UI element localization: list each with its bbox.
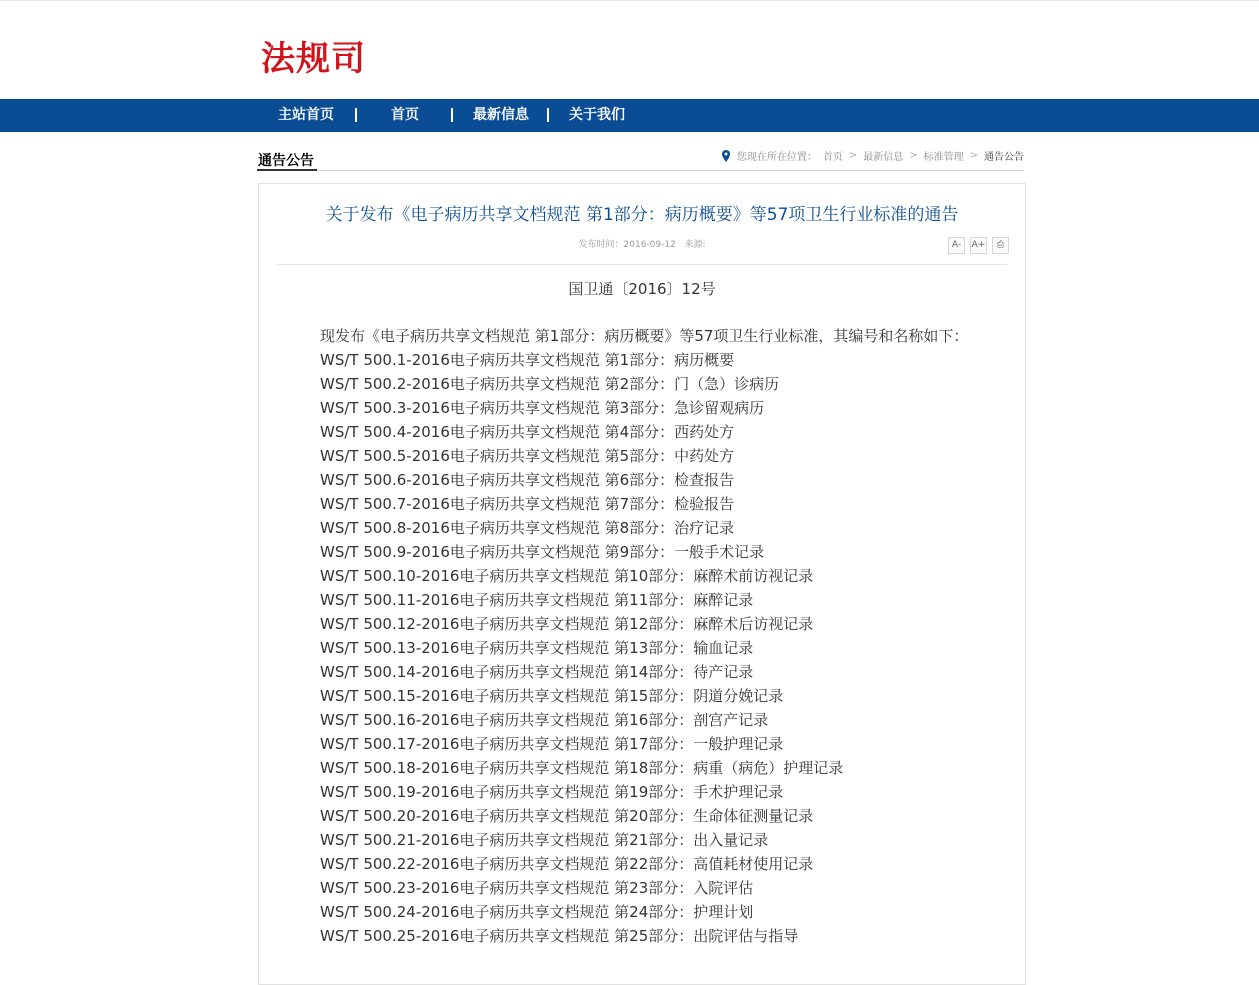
nav-item-main-home[interactable]: 主站首页: [278, 107, 334, 123]
article-panel: [258, 183, 1026, 985]
breadcrumb: [721, 148, 1024, 163]
standard-item: WS/T 500.13-2016电子病历共享文档规范 第13部分：输血记录: [320, 639, 754, 657]
standard-item: WS/T 500.7-2016电子病历共享文档规范 第7部分：检验报告: [320, 495, 735, 513]
standard-item: WS/T 500.14-2016电子病历共享文档规范 第14部分：待产记录: [320, 663, 754, 681]
article-title: 关于发布《电子病历共享文档规范 第1部分：病历概要》等57项卫生行业标准的通告: [325, 205, 959, 225]
section-title-underline: [257, 169, 317, 171]
breadcrumb-item-standards[interactable]: 标准管理: [923, 152, 964, 163]
main-nav: [0, 99, 1259, 132]
article-divider: [277, 264, 1007, 265]
standard-item: WS/T 500.20-2016电子病历共享文档规范 第20部分：生命体征测量记录: [320, 807, 814, 825]
standard-item: WS/T 500.21-2016电子病历共享文档规范 第21部分：出入量记录: [320, 831, 769, 849]
standard-item: WS/T 500.8-2016电子病历共享文档规范 第8部分：治疗记录: [320, 519, 735, 537]
document-number: 国卫通〔2016〕12号: [568, 280, 716, 298]
nav-separator: [451, 108, 453, 122]
breadcrumb-separator: >: [909, 150, 918, 161]
section-title: 通告公告: [258, 153, 314, 169]
standard-item: WS/T 500.6-2016电子病历共享文档规范 第6部分：检查报告: [320, 471, 735, 489]
publish-date: 2016-09-12: [623, 240, 676, 250]
article-meta: [259, 237, 1025, 250]
standard-item: WS/T 500.11-2016电子病历共享文档规范 第11部分：麻醉记录: [320, 591, 754, 609]
breadcrumb-prefix: 您现在所在位置：: [736, 152, 817, 163]
standard-item: WS/T 500.4-2016电子病历共享文档规范 第4部分：西药处方: [320, 423, 735, 441]
location-pin-icon: [721, 150, 731, 162]
standard-item: WS/T 500.15-2016电子病历共享文档规范 第15部分：阴道分娩记录: [320, 687, 784, 705]
nav-separator: [355, 108, 357, 122]
nav-item-latest[interactable]: 最新信息: [473, 107, 529, 123]
article-body: [289, 324, 1001, 948]
section-divider: [257, 170, 1024, 171]
font-smaller-button[interactable]: A-: [948, 237, 965, 254]
standard-item: WS/T 500.22-2016电子病历共享文档规范 第22部分：高值耗材使用记录: [320, 855, 814, 873]
nav-item-home[interactable]: 首页: [391, 107, 419, 123]
standards-list: [289, 348, 1001, 948]
nav-separator: [547, 108, 549, 122]
breadcrumb-item-home[interactable]: 首页: [822, 152, 843, 163]
standard-item: WS/T 500.23-2016电子病历共享文档规范 第23部分：入院评估: [320, 879, 754, 897]
standard-item: WS/T 500.19-2016电子病历共享文档规范 第19部分：手术护理记录: [320, 783, 784, 801]
standard-item: WS/T 500.2-2016电子病历共享文档规范 第2部分：门（急）诊病历: [320, 375, 780, 393]
site-header: [0, 1, 1259, 99]
standard-item: WS/T 500.24-2016电子病历共享文档规范 第24部分：护理计划: [320, 903, 754, 921]
print-button[interactable]: ⎙: [992, 237, 1009, 254]
standard-item: WS/T 500.1-2016电子病历共享文档规范 第1部分：病历概要: [320, 351, 735, 369]
standard-item: WS/T 500.5-2016电子病历共享文档规范 第5部分：中药处方: [320, 447, 735, 465]
site-logo[interactable]: 法规司: [261, 39, 366, 79]
source-label: 来源:: [684, 240, 706, 250]
standard-item: WS/T 500.3-2016电子病历共享文档规范 第3部分：急诊留观病历: [320, 399, 765, 417]
breadcrumb-separator: >: [969, 150, 978, 161]
font-larger-button[interactable]: A+: [970, 237, 987, 254]
breadcrumb-item-current[interactable]: 通告公告: [984, 152, 1024, 163]
standard-item: WS/T 500.17-2016电子病历共享文档规范 第17部分：一般护理记录: [320, 735, 784, 753]
article-intro: 现发布《电子病历共享文档规范 第1部分：病历概要》等57项卫生行业标准，其编号和名称如下：: [320, 327, 969, 345]
breadcrumb-item-latest[interactable]: 最新信息: [863, 152, 904, 163]
breadcrumb-separator: >: [848, 150, 858, 161]
standard-item: WS/T 500.9-2016电子病历共享文档规范 第9部分：一般手术记录: [320, 543, 765, 561]
article-tools: [948, 237, 1009, 254]
publish-label: 发布时间：: [578, 240, 624, 250]
standard-item: WS/T 500.12-2016电子病历共享文档规范 第12部分：麻醉术后访视记录: [320, 615, 814, 633]
standard-item: WS/T 500.10-2016电子病历共享文档规范 第10部分：麻醉术前访视记录: [320, 567, 814, 585]
standard-item: WS/T 500.16-2016电子病历共享文档规范 第16部分：剖宫产记录: [320, 711, 769, 729]
nav-item-about[interactable]: 关于我们: [569, 107, 625, 123]
standard-item: WS/T 500.18-2016电子病历共享文档规范 第18部分：病重（病危）护理记录: [320, 759, 844, 777]
standard-item: WS/T 500.25-2016电子病历共享文档规范 第25部分：出院评估与指导: [320, 927, 799, 945]
